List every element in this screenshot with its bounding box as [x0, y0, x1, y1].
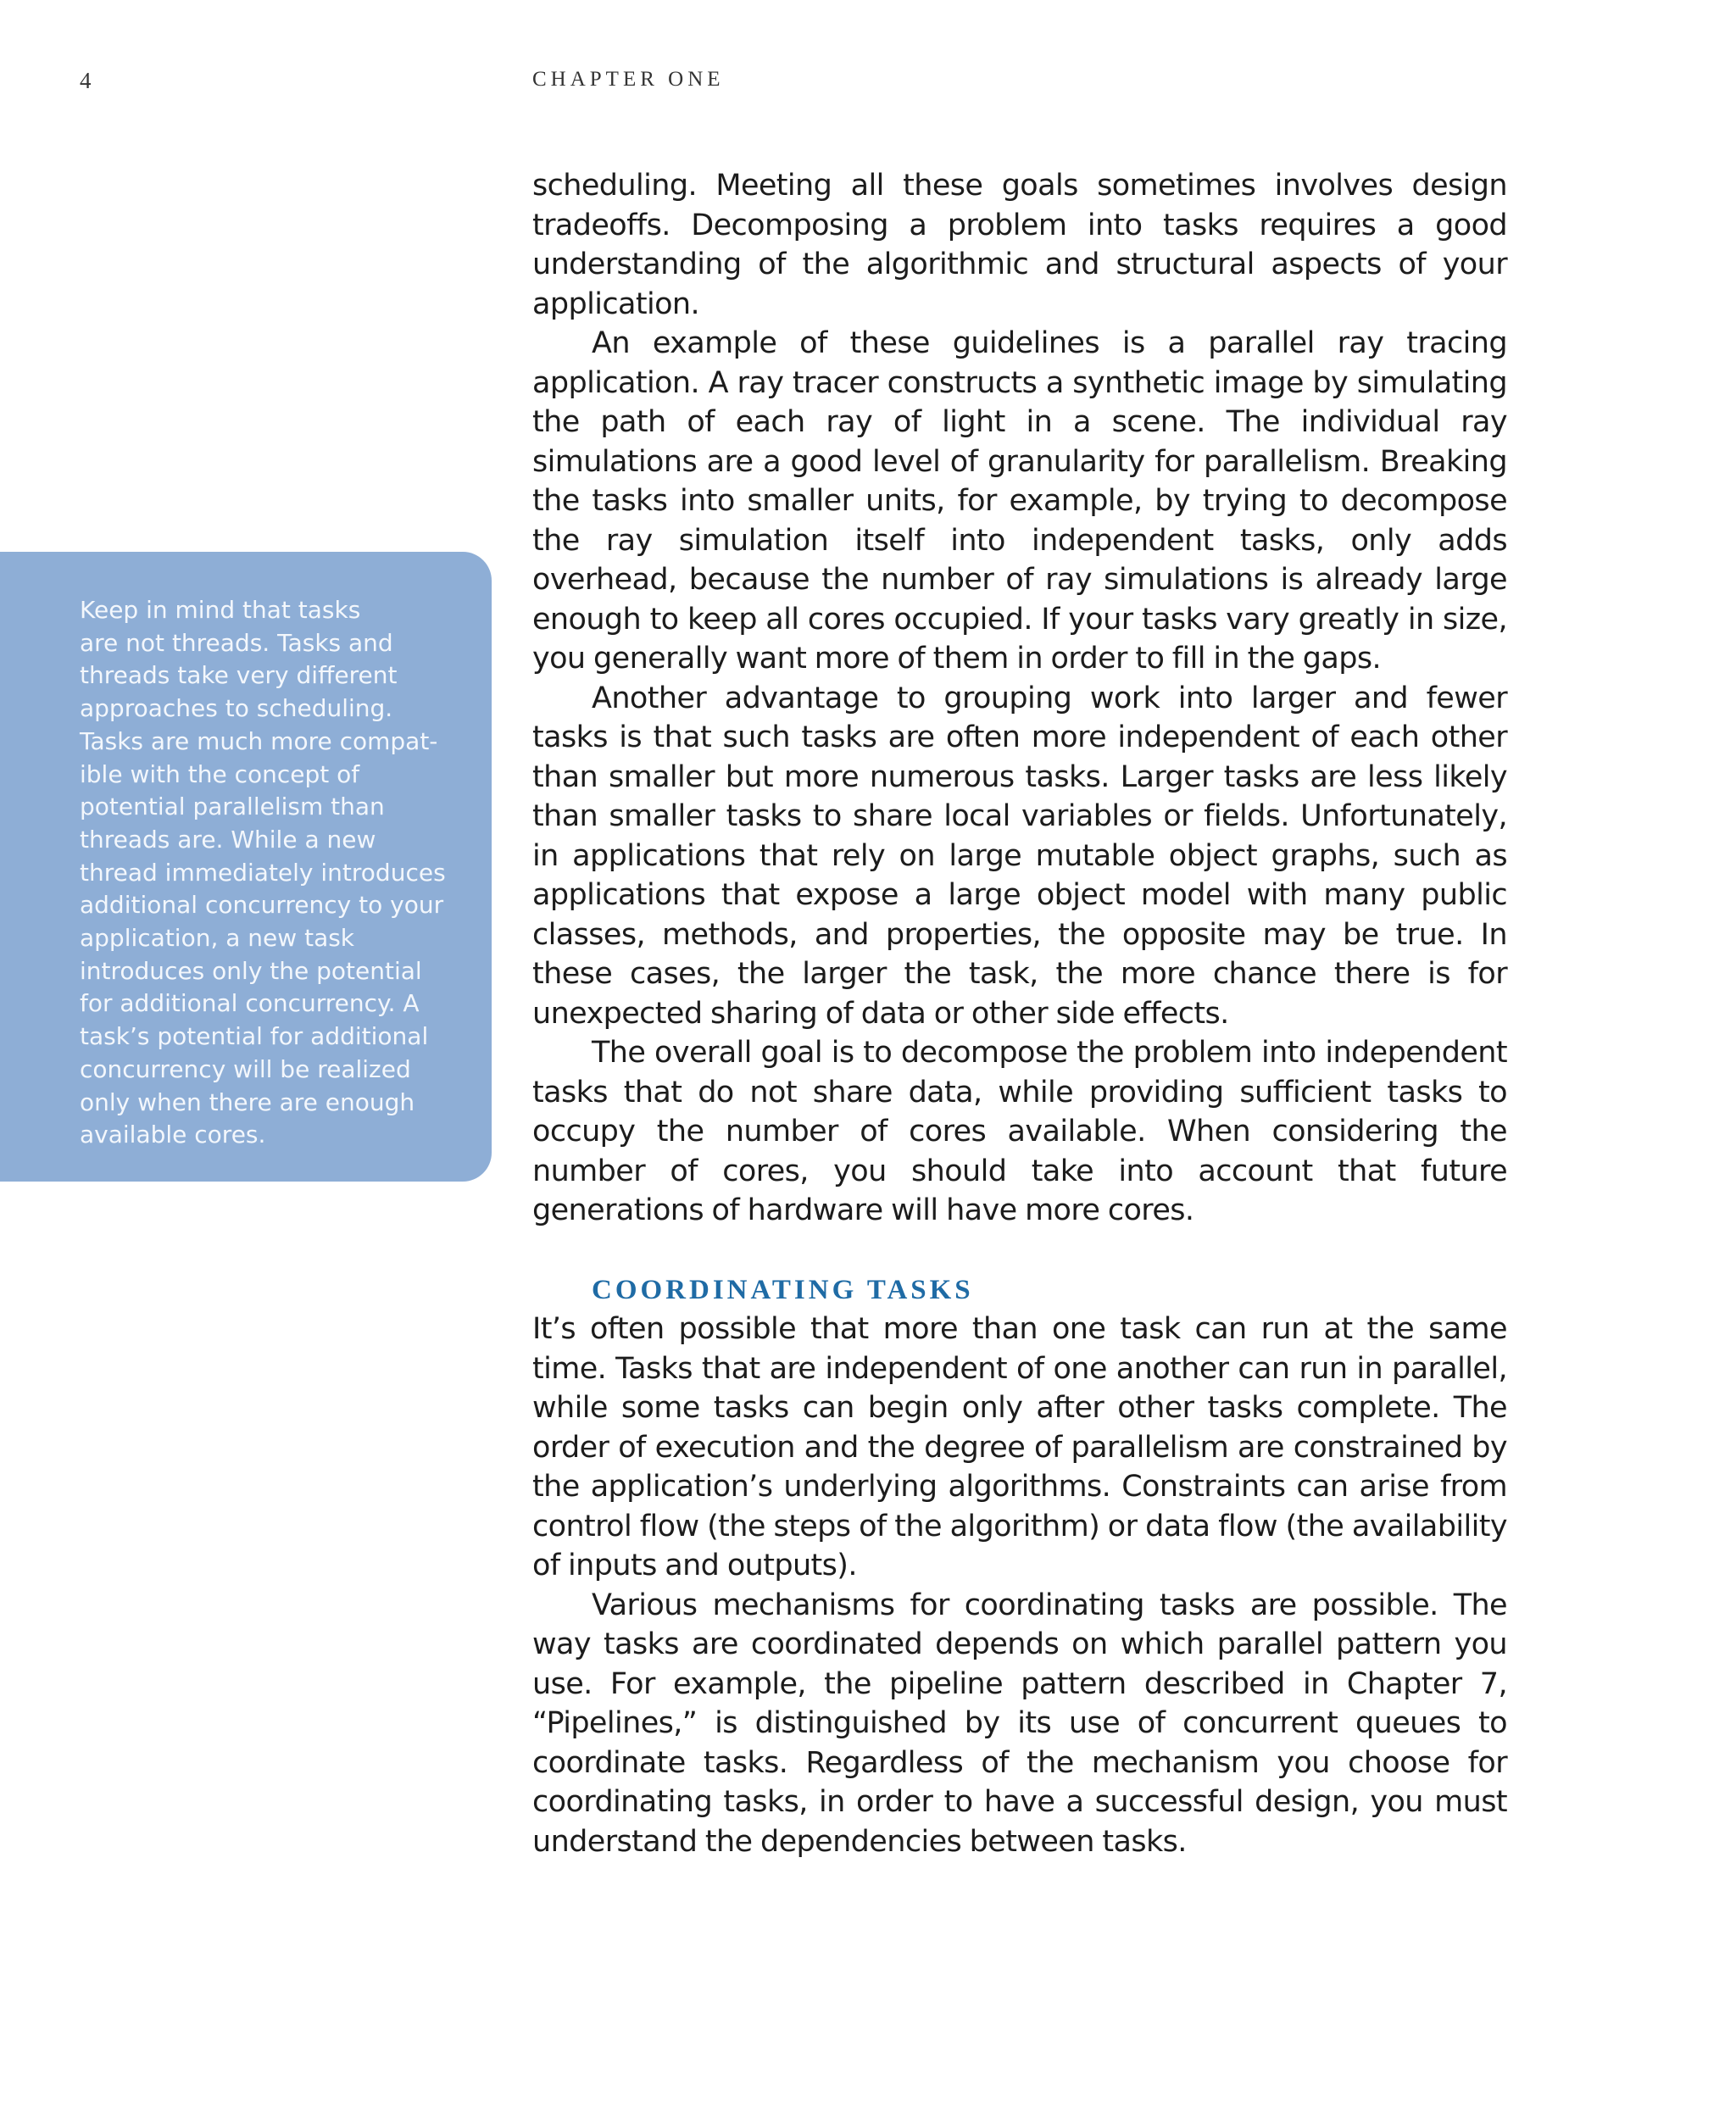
page-number: 4 — [80, 68, 92, 93]
body-paragraph: The overall goal is to decompose the problem into independent tasks that do not share data, while providing sufficient tasks to occupy the number of cores available. When considering the number of cores, you should take into account that future generations of hardware will have more cores. — [532, 1036, 1507, 1227]
body-paragraph: scheduling. Meeting all these goals sometimes involves design tradeoffs. Decomposing a problem into tasks requires a good understanding of the algorithmic and structural aspects of your application. — [532, 169, 1507, 321]
main-text — [532, 166, 1507, 1861]
body-paragraph: Various mechanisms for coordinating tasks are possible. The way tasks are coordinated depends on which parallel pattern you use. For example, the pipeline pattern described in Chapter 7, “Pipelines,” is distinguished by its use of concurrent queues to coordinate tasks. Regardless of the mechanism you choose for coordinating tasks, in order to have a successful design, you must understand the dependencies between tasks. — [532, 1588, 1507, 1859]
body-paragraph: It’s often possible that more than one task can run at the same time. Tasks that are independent of one another can run in parallel, while some tasks can begin only after other tasks complete. The order of execution and the degree of parallelism are constrained by the application’s underlying algorithms. Constraints can arise from control flow (the steps of the algorithm) or data flow (the availability of inputs and outputs). — [532, 1312, 1507, 1582]
sidebar-note-text: Keep in mind that tasks are not threads. Tasks and threads take very different approaches to scheduling. Tasks are much more compat- ible with the concept of potential parallelism than threads are. While a new thread immediately introduces additional concurrency to your application, a new task introduces only the potential for additional concurrency. A task’s potential for additional concurrency will be realized only when there are enough available cores. — [80, 596, 446, 1149]
body-paragraph: An example of these guidelines is a parallel ray tracing application. A ray tracer constructs a synthetic image by simulating the path of each ray of light in a scene. The individual ray simulations are a good level of granularity for parallelism. Breaking the tasks into smaller units, for example, by trying to decompose the ray simulation itself into independent tasks, only adds overhead, because the number of ray simulations is already large enough to keep all cores occupied. If your tasks vary greatly in size, you generally want more of them in order to fill in the gaps. — [532, 326, 1507, 676]
section-heading: COORDINATING TASKS — [592, 1274, 974, 1305]
sidebar-note — [0, 552, 492, 1182]
running-head: CHAPTER ONE — [532, 68, 725, 91]
body-paragraph: Another advantage to grouping work into larger and fewer tasks is that such tasks are often more independent of each other than smaller but more numerous tasks. Larger tasks are less likely than smaller tasks to share local variables or fields. Unfortunately, in applications that rely on large mutable object graphs, such as applications that expose a large object model with many public classes, methods, and properties, the opposite may be true. In these cases, the larger the task, the more chance there is for unexpected sharing of data or other side effects. — [532, 681, 1507, 1031]
